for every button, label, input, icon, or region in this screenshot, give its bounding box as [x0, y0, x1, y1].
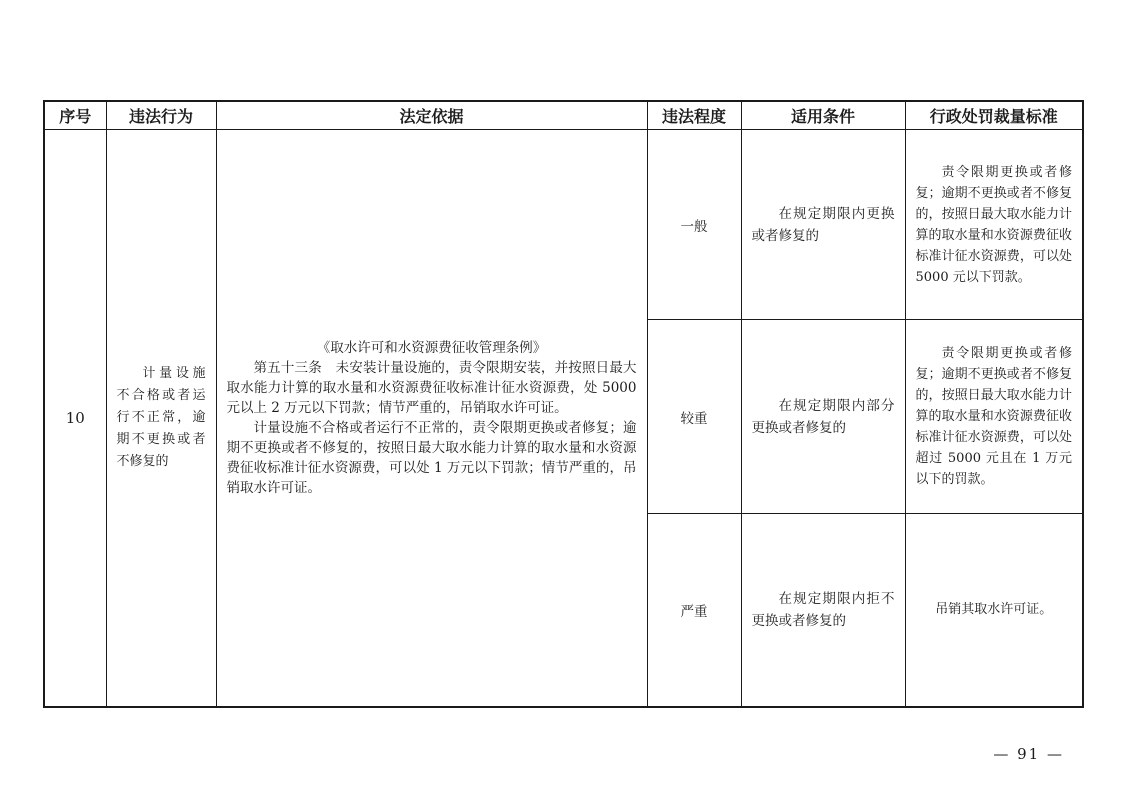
- legal-basis-paragraph-2: 计量设施不合格或者运行不正常的，责令限期更换或者修复；逾期不更换或者不修复的，按照日最大取水能力计算的取水量和水资源费征收标准计征水资源费，可以处 1 万元以下罚款；情节严重的，吊销取水许可证。: [226, 419, 637, 496]
- behavior-cell: [106, 130, 216, 707]
- header-condition: 适用条件: [741, 101, 905, 130]
- condition-cell-general: [741, 130, 905, 320]
- legal-basis-cell: [216, 130, 647, 707]
- penalty-text-general: 责令限期更换或者修复；逾期不更换或者不修复的，按照日最大取水能力计算的取水量和水资源费征收标准计征水资源费，可以处 5000 元以下罚款。: [915, 164, 1072, 285]
- penalty-text-medium: 责令限期更换或者修复；逾期不更换或者不修复的，按照日最大取水能力计算的取水量和水资源费征收标准计征水资源费，可以处超过 5000 元且在 1 万元以下的罚款。: [915, 346, 1072, 487]
- condition-cell-medium: [741, 320, 905, 514]
- condition-text-severe: 在规定期限内拒不更换或者修复的: [751, 590, 895, 629]
- header-penalty-standard: 行政处罚裁量标准: [905, 101, 1083, 130]
- penalty-cell-general: [905, 130, 1083, 320]
- penalty-cell-severe: [905, 514, 1083, 707]
- page-number: — 91 —: [993, 745, 1064, 763]
- condition-text-general: 在规定期限内更换或者修复的: [751, 205, 895, 244]
- condition-text-medium: 在规定期限内部分更换或者修复的: [751, 397, 895, 436]
- serial-cell: 10: [44, 130, 106, 707]
- degree-cell-medium: 较重: [647, 320, 741, 514]
- header-degree: 违法程度: [647, 101, 741, 130]
- penalty-text-severe: 吊销其取水许可证。: [935, 602, 1053, 618]
- degree-cell-general: 一般: [647, 130, 741, 320]
- behavior-text: 计量设施不合格或者运行不正常，逾期不更换或者不修复的: [116, 365, 206, 469]
- table-row-general: [44, 130, 1083, 320]
- legal-basis-title: 《取水许可和水资源费征收管理条例》: [316, 339, 547, 356]
- legal-basis-paragraph-1: 第五十三条 未安装计量设施的，责令限期安装，并按照日最大取水能力计算的取水量和水资源费征收标准计征水资源费，处 5000 元以上 2 万元以下罚款；情节严重的，吊销取水许可证。: [226, 359, 637, 416]
- table-header-row: [44, 101, 1083, 130]
- header-behavior: 违法行为: [106, 101, 216, 130]
- condition-cell-severe: [741, 514, 905, 707]
- penalty-discretion-table: [43, 100, 1084, 708]
- degree-cell-severe: 严重: [647, 514, 741, 707]
- header-legal-basis: 法定依据: [216, 101, 647, 130]
- header-serial: 序号: [44, 101, 106, 130]
- penalty-cell-medium: [905, 320, 1083, 514]
